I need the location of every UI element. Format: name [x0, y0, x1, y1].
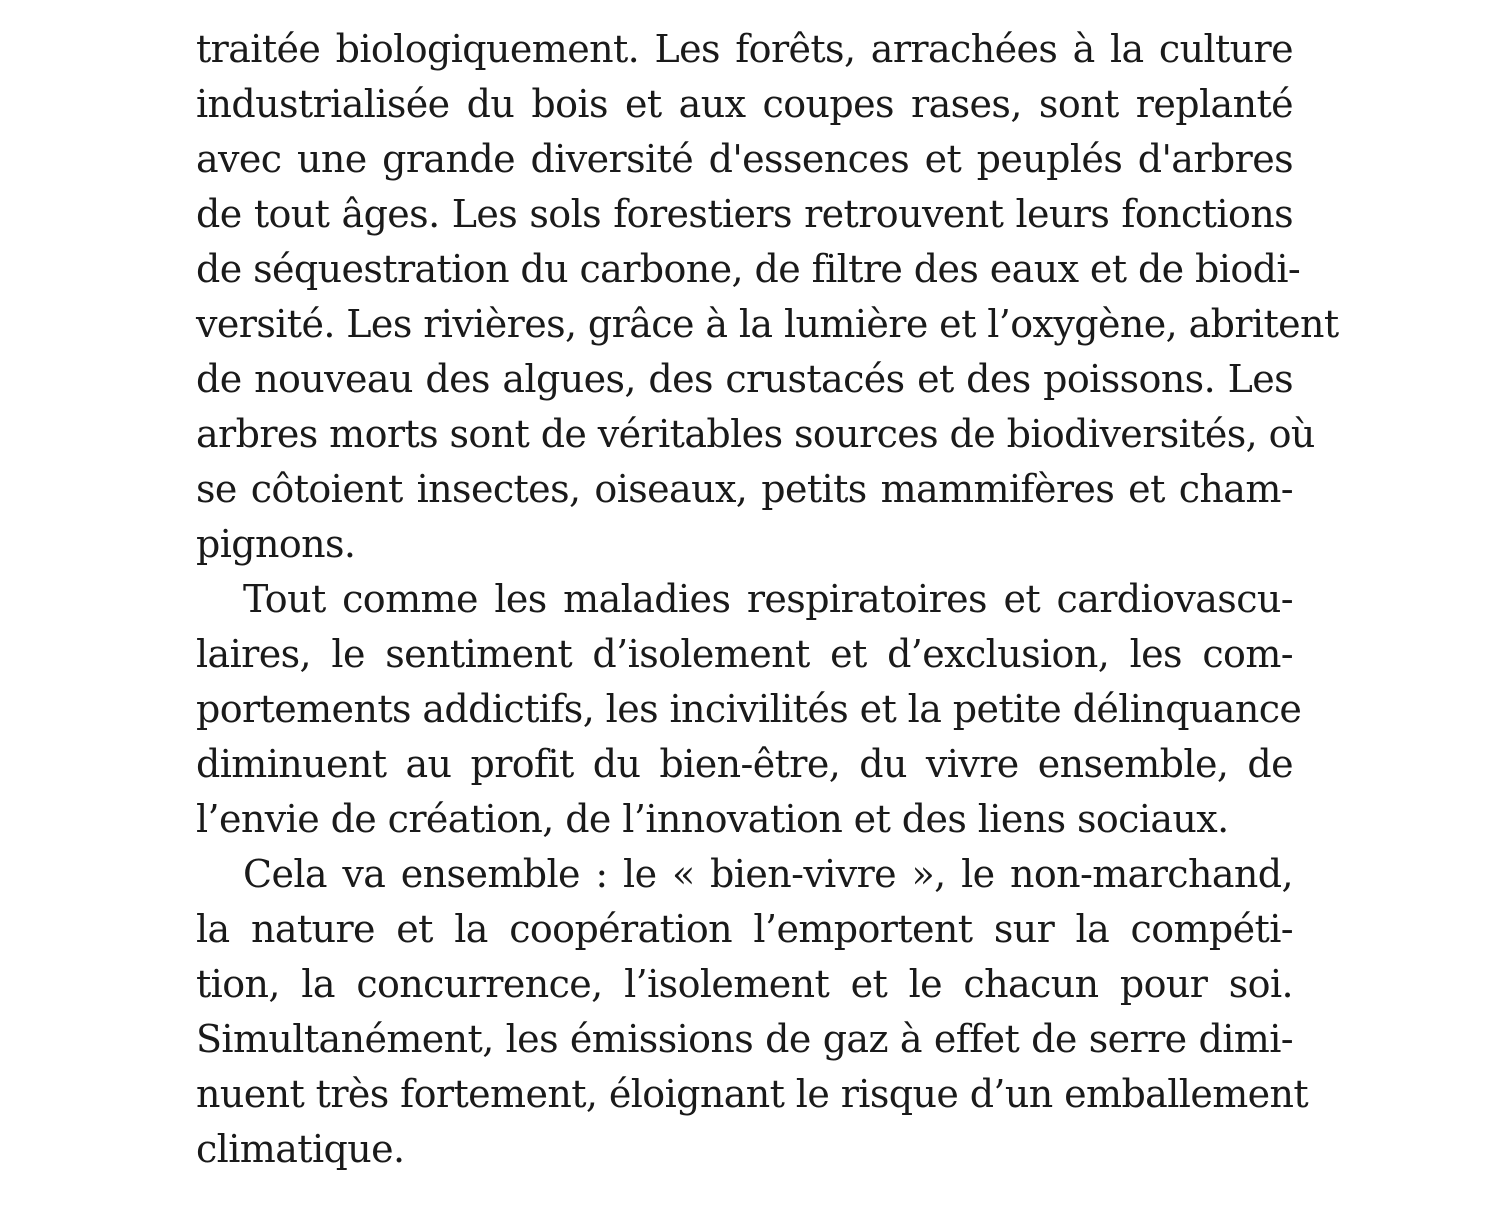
text-line: arbres morts sont de véritables sources de biodiversités, où [196, 412, 1315, 456]
text-line: se côtoient insectes, oiseaux, petits mammifères et cham- [196, 467, 1293, 511]
paragraph-forests [196, 22, 1339, 572]
text-line: versité. Les rivières, grâce à la lumière et l’oxygène, abritent [196, 302, 1339, 346]
text-line: industrialisée du bois et aux coupes rases, sont replanté [196, 82, 1293, 126]
paragraph-cooperation [196, 847, 1309, 1177]
text-line: portements addictifs, les incivilités et la petite délinquance [196, 687, 1302, 731]
text-line: traitée biologiquement. Les forêts, arrachées à la culture [196, 27, 1293, 71]
text-line: diminuent au profit du bien-être, du vivre ensemble, de [196, 742, 1293, 786]
text-line: Tout comme les maladies respiratoires et cardiovascu- [243, 577, 1293, 621]
text-line: la nature et la coopération l’emportent sur la compéti- [196, 907, 1293, 951]
paragraph-wellbeing [196, 572, 1302, 847]
page-body [196, 22, 1339, 1177]
text-line: l’envie de création, de l’innovation et des liens sociaux. [196, 797, 1229, 841]
text-line: de nouveau des algues, des crustacés et des poissons. Les [196, 357, 1293, 401]
text-line: nuent très fortement, éloignant le risque d’un emballement [196, 1072, 1309, 1116]
text-line: avec une grande diversité d'essences et peuplés d'arbres [196, 137, 1293, 181]
text-line: de séquestration du carbone, de filtre des eaux et de biodi- [196, 247, 1301, 291]
text-line: laires, le sentiment d’isolement et d’exclusion, les com- [196, 632, 1293, 676]
text-line: Cela va ensemble : le « bien-vivre », le non-marchand, [243, 852, 1293, 896]
text-line: Simultanément, les émissions de gaz à effet de serre dimi- [196, 1017, 1293, 1061]
text-line: climatique. [196, 1127, 405, 1171]
text-line: pignons. [196, 522, 356, 566]
text-line: de tout âges. Les sols forestiers retrouvent leurs fonctions [196, 192, 1293, 236]
text-line: tion, la concurrence, l’isolement et le chacun pour soi. [196, 962, 1293, 1006]
